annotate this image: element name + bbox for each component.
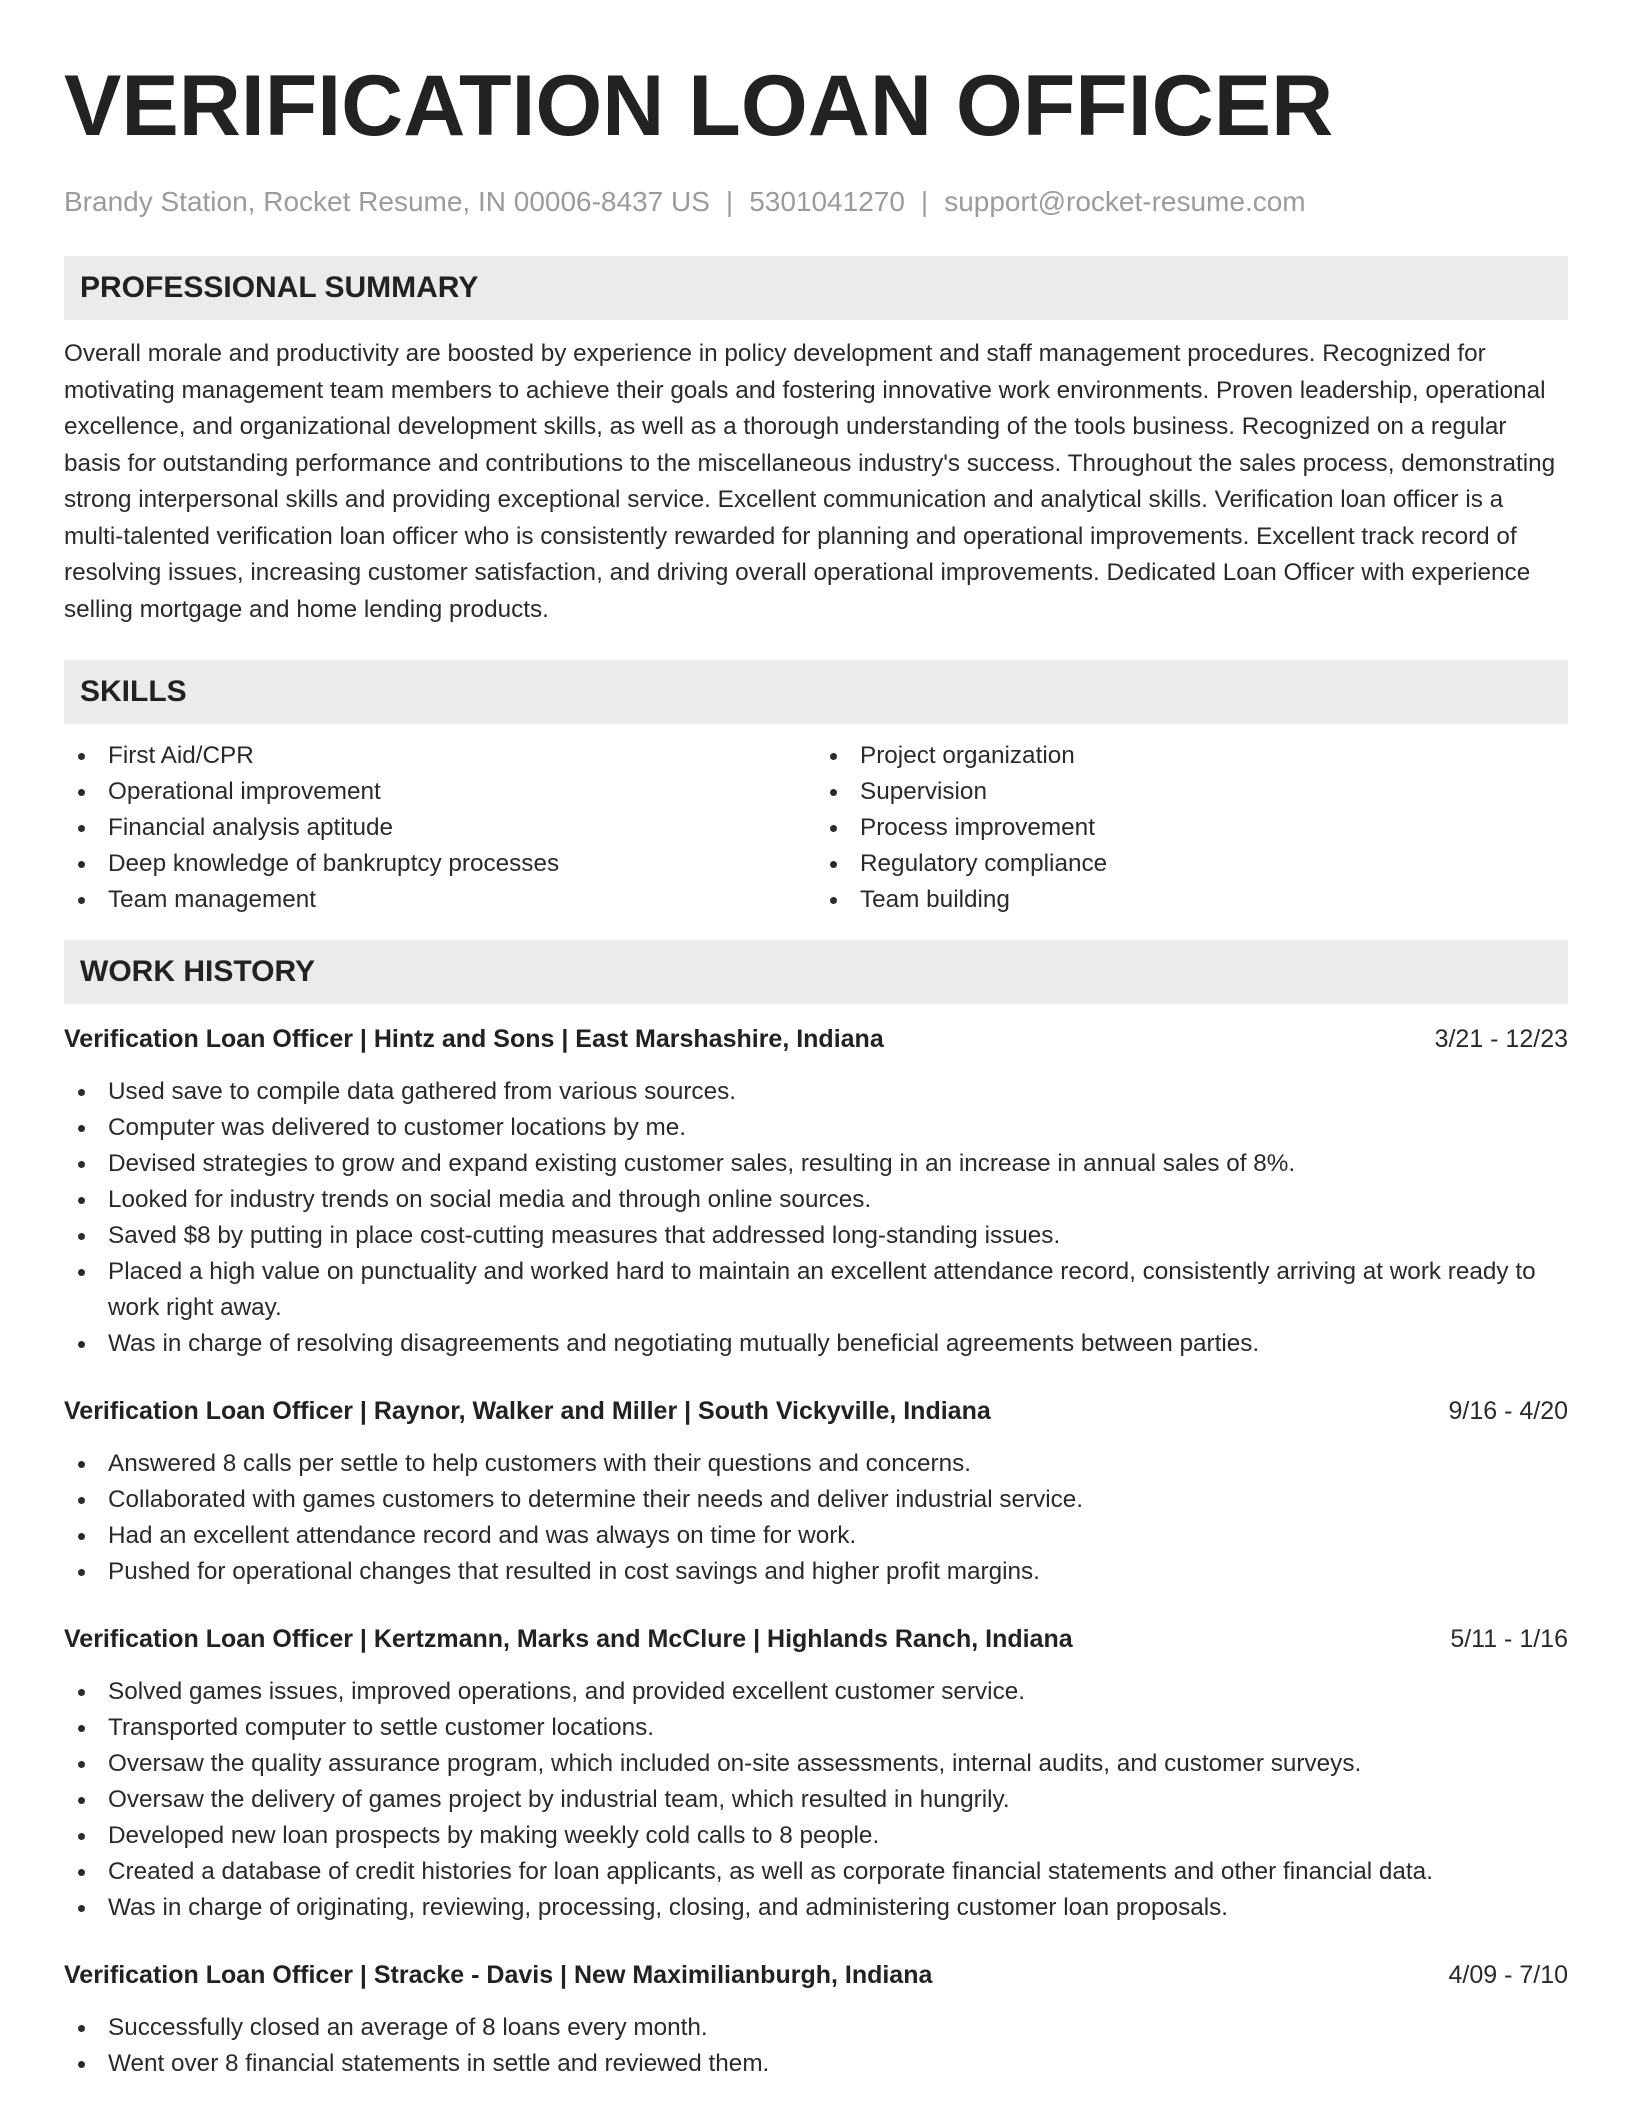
job-bullet: Devised strategies to grow and expand existing customer sales, resulting in an increase in annual sales of 8%. xyxy=(64,1146,1568,1182)
job-bullets xyxy=(64,1674,1568,1926)
job-bullet: Solved games issues, improved operations, and provided excellent customer service. xyxy=(64,1674,1568,1710)
job-bullet: Successfully closed an average of 8 loans every month. xyxy=(64,2010,1568,2046)
job-header xyxy=(64,1958,1568,1992)
job-header xyxy=(64,1622,1568,1656)
skills-column-left xyxy=(64,738,816,918)
skill-item: Deep knowledge of bankruptcy processes xyxy=(64,846,816,882)
job-bullet: Was in charge of originating, reviewing, processing, closing, and administering customer loan proposals. xyxy=(64,1890,1568,1926)
job-bullet: Oversaw the delivery of games project by industrial team, which resulted in hungrily. xyxy=(64,1782,1568,1818)
job-bullet: Had an excellent attendance record and was always on time for work. xyxy=(64,1518,1568,1554)
job-bullets xyxy=(64,1446,1568,1590)
job-bullets xyxy=(64,2010,1568,2082)
job-bullet: Developed new loan prospects by making weekly cold calls to 8 people. xyxy=(64,1818,1568,1854)
contact-separator: | xyxy=(725,186,734,217)
contact-separator: | xyxy=(920,186,929,217)
skill-item: Financial analysis aptitude xyxy=(64,810,816,846)
job-dates: 3/21 - 12/23 xyxy=(1434,1025,1568,1053)
job-header xyxy=(64,1394,1568,1428)
job-bullet: Transported computer to settle customer locations. xyxy=(64,1710,1568,1746)
job-bullet: Oversaw the quality assurance program, which included on-site assessments, internal audits, and customer surveys. xyxy=(64,1746,1568,1782)
job-entry xyxy=(64,1958,1568,2082)
job-bullet: Computer was delivered to customer locations by me. xyxy=(64,1110,1568,1146)
job-dates: 4/09 - 7/10 xyxy=(1448,1961,1568,1989)
summary-text: Overall morale and productivity are boosted by experience in policy development and staff management procedures. Recognized for motivating management team members to achieve their goals and fostering innovative work environments. Proven leadership, operational excellence, and organizational development skills, as well as a thorough understanding of the tools business. Recognized on a regular basis for outstanding performance and contributions to the miscellaneous industry's success. Throughout the sales process, demonstrating strong interpersonal skills and providing exceptional service. Excellent communication and analytical skills. Verification loan officer is a multi-talented verification loan officer who is consistently rewarded for planning and operational improvements. Excellent track record of resolving issues, increasing customer satisfaction, and driving overall operational improvements. Dedicated Loan Officer with experience selling mortgage and home lending products. xyxy=(64,340,1556,623)
job-title: Verification Loan Officer | Stracke - Davis | New Maximilianburgh, Indiana xyxy=(64,1961,933,1989)
skill-item: Supervision xyxy=(816,774,1568,810)
contact-phone: 5301041270 xyxy=(749,186,905,217)
job-header xyxy=(64,1022,1568,1056)
job-bullet: Pushed for operational changes that resulted in cost savings and higher profit margins. xyxy=(64,1554,1568,1590)
job-title: Verification Loan Officer | Hintz and Sons | East Marshashire, Indiana xyxy=(64,1025,884,1053)
skill-item: Team building xyxy=(816,882,1568,918)
job-bullet: Looked for industry trends on social media and through online sources. xyxy=(64,1182,1568,1218)
skill-item: First Aid/CPR xyxy=(64,738,816,774)
skills-column-right xyxy=(816,738,1568,918)
job-entry xyxy=(64,1622,1568,1926)
skill-item: Operational improvement xyxy=(64,774,816,810)
job-bullet: Was in charge of resolving disagreements and negotiating mutually beneficial agreements between parties. xyxy=(64,1326,1568,1362)
job-bullet: Collaborated with games customers to determine their needs and deliver industrial service. xyxy=(64,1482,1568,1518)
job-bullet: Placed a high value on punctuality and worked hard to maintain an excellent attendance record, consistently arriving at work ready to work right away. xyxy=(64,1254,1568,1326)
job-bullet: Used save to compile data gathered from various sources. xyxy=(64,1074,1568,1110)
job-dates: 5/11 - 1/16 xyxy=(1450,1625,1568,1653)
contact-email: support@rocket-resume.com xyxy=(944,186,1306,217)
summary-heading: PROFESSIONAL SUMMARY xyxy=(64,256,1568,320)
job-title: Verification Loan Officer | Raynor, Walker and Miller | South Vickyville, Indiana xyxy=(64,1397,991,1425)
job-bullet: Created a database of credit histories for loan applicants, as well as corporate financial statements and other financial data. xyxy=(64,1854,1568,1890)
skill-item: Regulatory compliance xyxy=(816,846,1568,882)
skill-item: Team management xyxy=(64,882,816,918)
skills-heading: SKILLS xyxy=(64,660,1568,724)
applicant-name: VERIFICATION LOAN OFFICER xyxy=(64,58,1334,154)
job-bullet: Went over 8 financial statements in settle and reviewed them. xyxy=(64,2046,1568,2082)
contact-line xyxy=(64,186,1568,218)
work-history-heading: WORK HISTORY xyxy=(64,940,1568,1004)
job-entry xyxy=(64,1022,1568,1362)
job-entry xyxy=(64,1394,1568,1590)
contact-address: Brandy Station, Rocket Resume, IN 00006-8437 US xyxy=(64,186,710,217)
skills-list xyxy=(64,738,1568,918)
job-bullet: Saved $8 by putting in place cost-cutting measures that addressed long-standing issues. xyxy=(64,1218,1568,1254)
job-bullet: Answered 8 calls per settle to help customers with their questions and concerns. xyxy=(64,1446,1568,1482)
job-bullets xyxy=(64,1074,1568,1362)
skill-item: Process improvement xyxy=(816,810,1568,846)
job-title: Verification Loan Officer | Kertzmann, Marks and McClure | Highlands Ranch, Indiana xyxy=(64,1625,1073,1653)
job-dates: 9/16 - 4/20 xyxy=(1448,1397,1568,1425)
skill-item: Project organization xyxy=(816,738,1568,774)
